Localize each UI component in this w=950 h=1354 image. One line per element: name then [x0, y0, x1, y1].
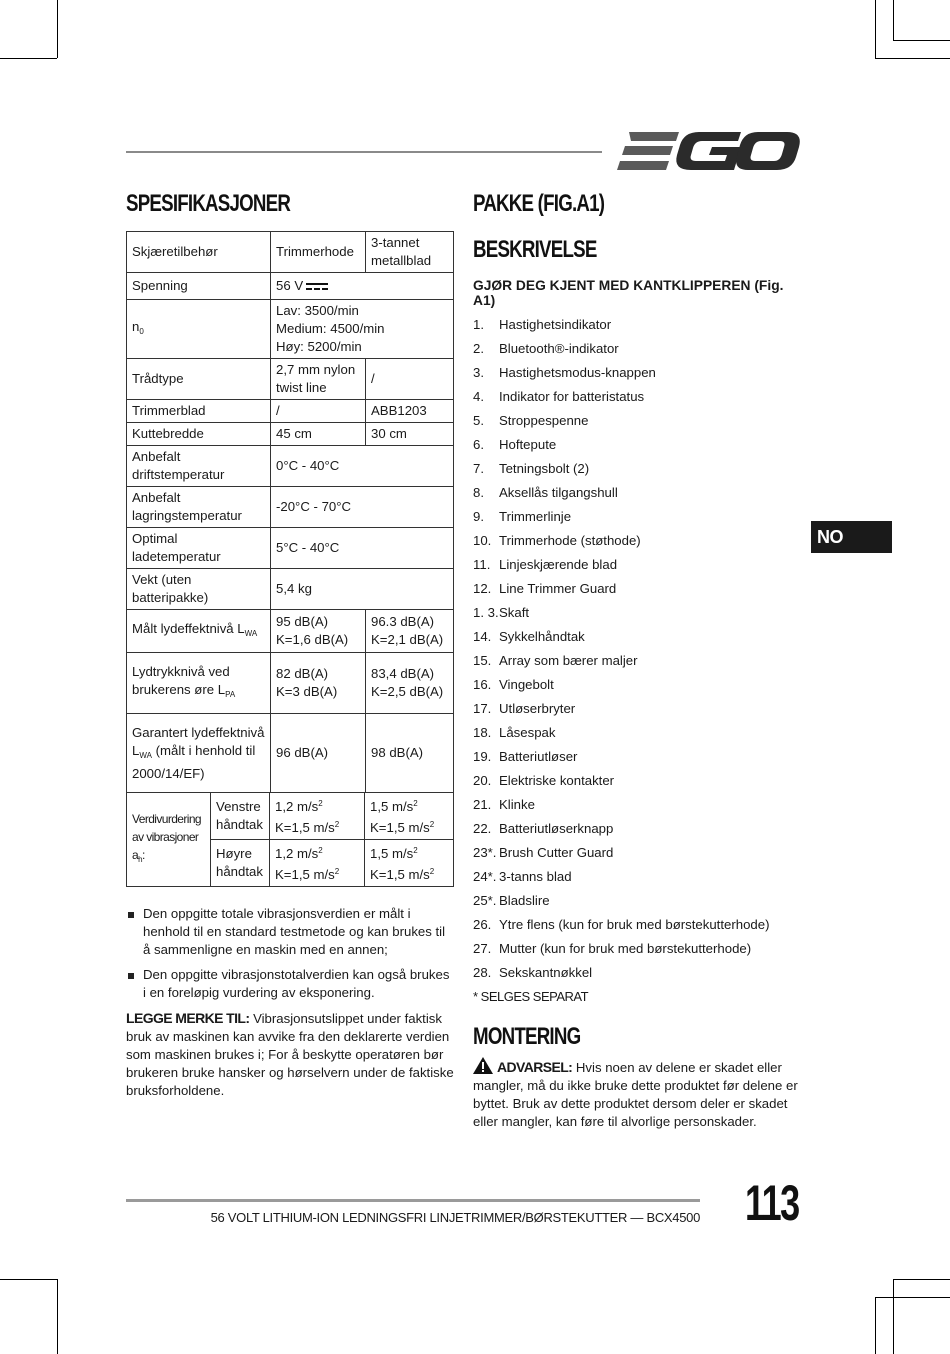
item-number: 3. — [473, 365, 484, 380]
list-item — [473, 553, 803, 577]
item-number: 4. — [473, 389, 484, 404]
list-item — [473, 937, 803, 961]
list-item — [473, 865, 803, 889]
list-item — [473, 385, 803, 409]
spec-value: 83,4 dB(A) K=2,5 dB(A) — [366, 653, 454, 714]
item-text: Bladslire — [499, 893, 550, 908]
item-number: 1. 3. — [473, 605, 499, 620]
footer-text: 56 VOLT LITHIUM-ION LEDNINGSFRI LINJETRIMMER/BØRSTEKUTTER — BCX4500 — [210, 1210, 700, 1225]
item-number: 27. — [473, 941, 492, 956]
crop-mark — [57, 1279, 58, 1354]
list-item — [473, 625, 803, 649]
page-number: 113 — [745, 1175, 799, 1231]
list-item — [473, 649, 803, 673]
crop-mark — [893, 1279, 950, 1280]
footnote: * SELGES SEPARAT — [473, 989, 589, 1004]
package-column — [473, 190, 803, 1131]
list-item — [473, 697, 803, 721]
ego-logo — [617, 130, 800, 172]
item-number: 11. — [473, 557, 491, 572]
warning-paragraph: ADVARSEL: Hvis noen av delene er skadet eller mangler, må du ikke bruke dette produktet før delene er byttet. Bruk av dette produktet dersom deler er skadet eller mangler, kan føre til alvorlige personskader. — [473, 1059, 798, 1129]
spec-label: Spenning — [127, 273, 271, 300]
item-number: 18. — [473, 725, 492, 740]
spec-value: 56 V — [271, 273, 454, 300]
package-heading: PAKKE (FIG.A1) — [473, 190, 605, 217]
spec-value: 5°C - 40°C — [271, 528, 454, 569]
spec-value: 1,5 $m/s^2$ K=1,5 $m/s^2$ — [365, 793, 454, 840]
item-text: Sekskantnøkkel — [499, 965, 593, 980]
item-text: Elektriske kontakter — [499, 773, 615, 788]
spec-label: Trimmerblad — [127, 400, 271, 423]
spec-value: 1,5 $m/s^2$ K=1,5 $m/s^2$ — [365, 840, 454, 887]
item-number: 7. — [473, 461, 484, 476]
notice-paragraph: LEGGE MERKE TIL: Vibrasjonsutslippet under faktisk bruk av maskinen kan avvike fra den deklarerte verdien som maskinen brukes i; For å beskytte operatøren bør brukeren bruke hansker og hørselvern under de faktiske bruksforholdene. — [126, 1010, 454, 1098]
spec-value: 3-tannet metallblad — [366, 232, 454, 273]
specifications-heading: SPESIFIKASJONER — [126, 190, 291, 217]
item-number: 26. — [473, 917, 492, 932]
spec-value: 30 cm — [366, 423, 454, 446]
list-item — [473, 841, 803, 865]
description-subtitle: GJØR DEG KJENT MED KANTKLIPPEREN (Fig. A1) — [473, 278, 784, 308]
list-item — [473, 673, 803, 697]
item-text: Trimmerlinje — [499, 509, 572, 524]
item-number: 8. — [473, 485, 484, 500]
spec-label: Anbefalt driftstemperatur — [127, 446, 271, 487]
list-item — [473, 481, 803, 505]
table-row — [127, 423, 454, 446]
spec-label: Skjæretilbehør — [127, 232, 271, 273]
spec-label: Målt lydeffektnivå $L_{WA}$ — [127, 610, 271, 653]
table-row — [127, 610, 454, 653]
item-number: 12. — [473, 581, 492, 596]
spec-value: 82 dB(A) K=3 dB(A) — [271, 653, 366, 714]
spec-label: Vekt (uten batteripakke) — [127, 569, 271, 610]
spec-label: Optimal ladetemperatur — [127, 528, 271, 569]
list-item — [473, 313, 803, 337]
spec-value: 5,4 kg — [271, 569, 454, 610]
spec-label: Lydtrykknivå ved brukerens øre $L_{PA}$ — [127, 653, 271, 714]
footer-rule — [126, 1199, 700, 1202]
item-text: 3-tanns blad — [499, 869, 572, 884]
item-text: Trimmerhode (støthode) — [499, 533, 641, 548]
item-text: Sykkelhåndtak — [499, 629, 585, 644]
item-text: Brush Cutter Guard — [499, 845, 614, 860]
table-row — [127, 446, 454, 487]
item-text: Batteriutløserknapp — [499, 821, 614, 836]
vibration-label: Verdivurdering av vibrasjoner $a_h$: — [127, 793, 211, 887]
item-text: Utløserbryter — [499, 701, 576, 716]
spec-value: -20°C - 70°C — [271, 487, 454, 528]
spec-value: Trimmerhode — [271, 232, 366, 273]
crop-mark — [0, 58, 57, 59]
list-item — [473, 505, 803, 529]
spec-value: 96.3 dB(A) K=2,1 dB(A) — [366, 610, 454, 653]
item-text: Array som bærer maljer — [499, 653, 638, 668]
handle-label: Venstre håndtak — [211, 793, 270, 840]
list-item — [473, 769, 803, 793]
item-number: 5. — [473, 413, 484, 428]
item-text: Batteriutløser — [499, 749, 578, 764]
specifications-table — [126, 231, 454, 793]
spec-label: $n_0$ — [127, 300, 271, 359]
list-item — [473, 889, 803, 913]
vibration-notes — [126, 905, 454, 1002]
item-text: Hastighetsmodus-knappen — [499, 365, 656, 380]
spec-value: Lav: 3500/min Medium: 4500/min Høy: 5200/min — [271, 300, 454, 359]
spec-label: Kuttebredde — [127, 423, 271, 446]
spec-label: Trådtype — [127, 359, 271, 400]
mounting-heading: MONTERING — [473, 1023, 581, 1050]
specifications-column — [126, 190, 454, 1100]
crop-mark — [893, 0, 894, 40]
item-text: Ytre flens (kun for bruk med børstekutterhode) — [499, 917, 770, 932]
list-item — [473, 529, 803, 553]
spec-value: 2,7 mm nylon twist line — [271, 359, 366, 400]
dc-current-icon — [306, 282, 328, 291]
list-item — [473, 409, 803, 433]
spec-value: 0°C - 40°C — [271, 446, 454, 487]
crop-mark — [875, 0, 876, 58]
spec-value: 1,2 $m/s^2$ K=1,5 $m/s^2$ — [270, 793, 365, 840]
spec-value: 1,2 $m/s^2$ K=1,5 $m/s^2$ — [270, 840, 365, 887]
spec-value: 96 dB(A) — [271, 714, 366, 793]
item-text: Hoftepute — [499, 437, 557, 452]
list-item — [473, 361, 803, 385]
warning-triangle-icon — [473, 1057, 493, 1074]
list-item — [473, 337, 803, 361]
table-row — [127, 300, 454, 359]
crop-mark — [875, 1297, 950, 1298]
handle-label: Høyre håndtak — [211, 840, 270, 887]
item-number: 25*. — [473, 893, 497, 908]
item-number: 28. — [473, 965, 492, 980]
item-text: Skaft — [499, 605, 530, 620]
item-text: Linjeskjærende blad — [499, 557, 618, 572]
item-text: Mutter (kun for bruk med børstekutterhode) — [499, 941, 752, 956]
table-row — [127, 569, 454, 610]
description-heading: BESKRIVELSE — [473, 236, 597, 263]
list-item — [473, 913, 803, 937]
item-text: Aksellås tilgangshull — [499, 485, 618, 500]
list-item: Den oppgitte totale vibrasjonsverdien er målt i henhold til en standard testmetode og kan brukes til å sammenligne en maskin med en annen; — [126, 905, 454, 959]
item-text: Hastighetsindikator — [499, 317, 612, 332]
item-number: 19. — [473, 749, 492, 764]
spec-value: / — [271, 400, 366, 423]
item-number: 21. — [473, 797, 492, 812]
item-number: 16. — [473, 677, 492, 692]
vibration-table — [126, 792, 454, 887]
table-row — [127, 400, 454, 423]
table-row — [127, 793, 454, 840]
crop-mark — [875, 1297, 876, 1354]
item-text: Låsespak — [499, 725, 556, 740]
item-number: 22. — [473, 821, 492, 836]
list-item — [473, 577, 803, 601]
item-text: Stroppespenne — [499, 413, 589, 428]
item-number: 23*. — [473, 845, 497, 860]
item-text: Tetningsbolt (2) — [499, 461, 590, 476]
table-row — [127, 653, 454, 714]
item-number: 20. — [473, 773, 492, 788]
item-text: Klinke — [499, 797, 535, 812]
list-item — [473, 601, 803, 625]
spec-value: ABB1203 — [366, 400, 454, 423]
table-row — [127, 487, 454, 528]
item-text: Indikator for batteristatus — [499, 389, 645, 404]
list-item — [473, 433, 803, 457]
item-number: 17. — [473, 701, 492, 716]
item-text: Vingebolt — [499, 677, 554, 692]
language-tab: NO — [811, 521, 892, 553]
list-item: Den oppgitte vibrasjonstotalverdien kan også brukes i en foreløpig vurdering av eksponering. — [126, 966, 454, 1002]
list-item — [473, 817, 803, 841]
table-row — [127, 273, 454, 300]
table-row — [127, 528, 454, 569]
item-text: Bluetooth®-indikator — [499, 341, 619, 356]
spec-label: Anbefalt lagringstemperatur — [127, 487, 271, 528]
item-number: 2. — [473, 341, 484, 356]
item-text: Line Trimmer Guard — [499, 581, 617, 596]
spec-value: / — [366, 359, 454, 400]
spec-value: 95 dB(A) K=1,6 dB(A) — [271, 610, 366, 653]
list-item — [473, 745, 803, 769]
spec-value: 98 dB(A) — [366, 714, 454, 793]
item-number: 6. — [473, 437, 484, 452]
list-item — [473, 793, 803, 817]
list-item — [473, 721, 803, 745]
item-number: 1. — [473, 317, 484, 332]
list-item — [473, 457, 803, 481]
crop-mark — [0, 1279, 57, 1280]
header-rule — [126, 151, 602, 153]
spec-label: Garantert lydeffektnivå $L_{WA}$ (målt i henhold til 2000/14/EF) — [127, 714, 271, 793]
item-number: 24*. — [473, 869, 497, 884]
parts-list — [473, 313, 803, 985]
crop-mark — [893, 1279, 894, 1354]
spec-value: 45 cm — [271, 423, 366, 446]
bullet-square-icon — [128, 973, 134, 979]
crop-mark — [893, 40, 950, 41]
item-number: 15. — [473, 653, 492, 668]
item-number: 9. — [473, 509, 484, 524]
bullet-square-icon — [128, 912, 134, 918]
table-row — [127, 359, 454, 400]
table-row — [127, 714, 454, 793]
item-number: 10. — [473, 533, 492, 548]
crop-mark — [57, 0, 58, 58]
crop-mark — [875, 58, 950, 59]
item-number: 14. — [473, 629, 492, 644]
list-item — [473, 961, 803, 985]
table-row — [127, 232, 454, 273]
